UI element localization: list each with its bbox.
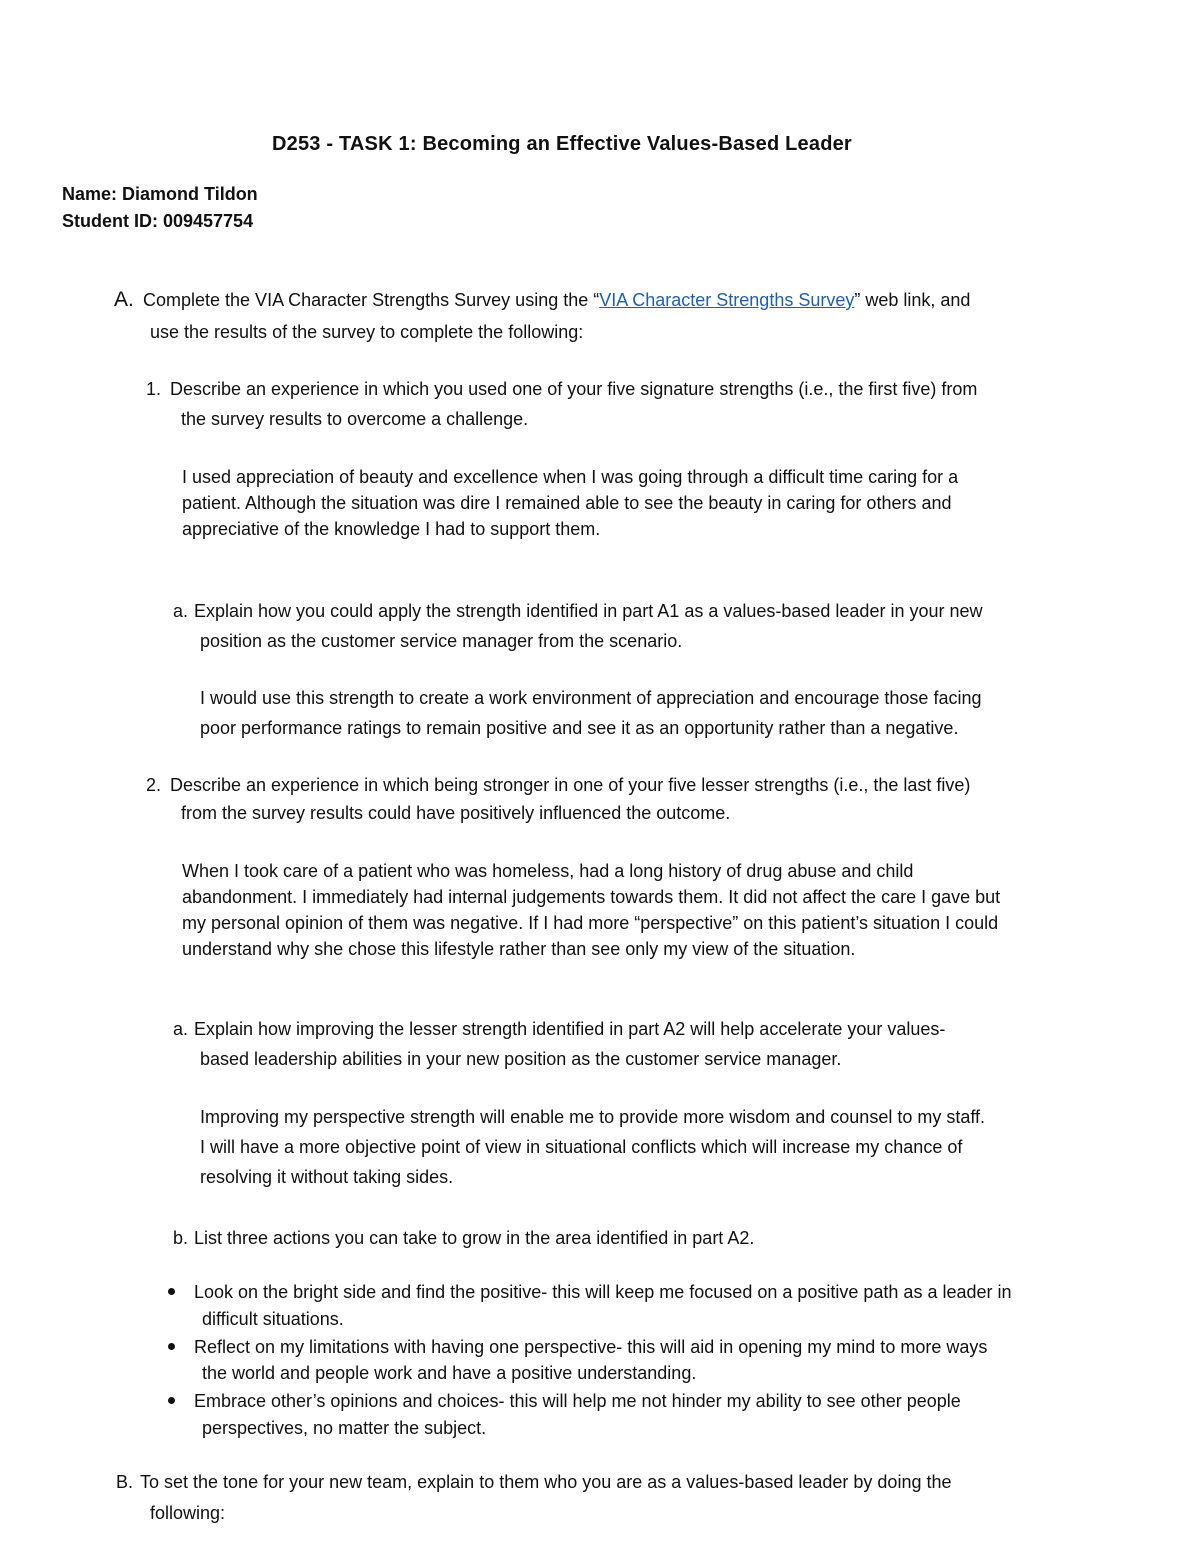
section-b-line2: following: [150,1503,226,1523]
section-b-marker: B. [116,1472,134,1492]
bullet-dot [168,1397,175,1404]
q2-line1: Describe an experience in which being stronger in one of your five lesser strengths (i.e., the last five) [170,775,971,795]
bullet-dot [168,1343,175,1350]
q2a-answer-line1: Improving my perspective strength will enable me to provide more wisdom and counsel to my staff. [200,1107,986,1127]
section-b-line1: To set the tone for your new team, explain to them who you are as a values-based leader by doing the [140,1472,952,1492]
bullet-1-line2: difficult situations. [202,1309,344,1329]
q2-answer-line3: my personal opinion of them was negative. If I had more “perspective” on this patient’s situation I could [182,913,999,933]
q1-answer-line2: patient. Although the situation was dire I remained able to see the beauty in caring for others and [182,493,952,513]
bullet-dot [168,1288,175,1295]
q1a-answer-line2: poor performance ratings to remain positive and see it as an opportunity rather than a negative. [200,718,959,738]
q2-marker: 2. [146,775,162,795]
bullet-2-line1: Reflect on my limitations with having one perspective- this will aid in opening my mind to more ways [194,1337,988,1357]
q1-marker: 1. [146,379,162,399]
section-a-line1-pre: Complete the VIA Character Strengths Survey using the “ [143,290,600,310]
q2-answer-line4: understand why she chose this lifestyle rather than see only my view of the situation. [182,939,856,959]
section-a-marker: A. [114,288,134,311]
q2-answer-line2: abandonment. I immediately had internal judgements towards them. It did not affect the care I gave but [182,887,1001,907]
bullet-3-line1: Embrace other’s opinions and choices- this will help me not hinder my ability to see other people [194,1391,961,1411]
q2a-answer-line2: I will have a more objective point of view in situational conflicts which will increase my chance of [200,1137,963,1157]
bullet-2-line2: the world and people work and have a positive understanding. [202,1363,697,1383]
document-title: D253 - TASK 1: Becoming an Effective Values-Based Leader [272,133,852,155]
q2-line2: from the survey results could have positively influenced the outcome. [181,803,731,823]
bullet-1-line1: Look on the bright side and find the positive- this will keep me focused on a positive path as a leader in [194,1282,1012,1302]
q1-line1: Describe an experience in which you used one of your five signature strengths (i.e., the first five) from [170,379,978,399]
section-a-line1 [143,287,970,313]
q2b-marker: b. [173,1228,189,1248]
q1-answer-line1: I used appreciation of beauty and excellence when I was going through a difficult time caring for a [182,467,959,487]
q1a-line2: position as the customer service manager from the scenario. [200,631,683,651]
q2a-marker: a. [173,1019,189,1039]
q1-line2: the survey results to overcome a challenge. [181,409,529,429]
q1a-line1: Explain how you could apply the strength identified in part A1 as a values-based leader in your new [194,601,983,621]
section-a-line1-post: ” web link, and [854,290,971,310]
q2b-line: List three actions you can take to grow in the area identified in part A2. [194,1228,755,1248]
section-a-line2: use the results of the survey to complete the following: [150,322,584,342]
q1-answer-line3: appreciative of the knowledge I had to support them. [182,519,601,539]
q2a-line1: Explain how improving the lesser strength identified in part A2 will help accelerate your values- [194,1019,946,1039]
q2a-answer-line3: resolving it without taking sides. [200,1167,454,1187]
q2-answer-line1: When I took care of a patient who was homeless, had a long history of drug abuse and child [182,861,914,881]
student-name: Name: Diamond Tildon [62,184,258,204]
q2a-line2: based leadership abilities in your new position as the customer service manager. [200,1049,842,1069]
bullet-3-line2: perspectives, no matter the subject. [202,1418,487,1438]
q1a-marker: a. [173,601,189,621]
student-id: Student ID: 009457754 [62,211,254,231]
via-survey-link[interactable]: VIA Character Strengths Survey [599,290,855,310]
q1a-answer-line1: I would use this strength to create a work environment of appreciation and encourage those facing [200,688,982,708]
